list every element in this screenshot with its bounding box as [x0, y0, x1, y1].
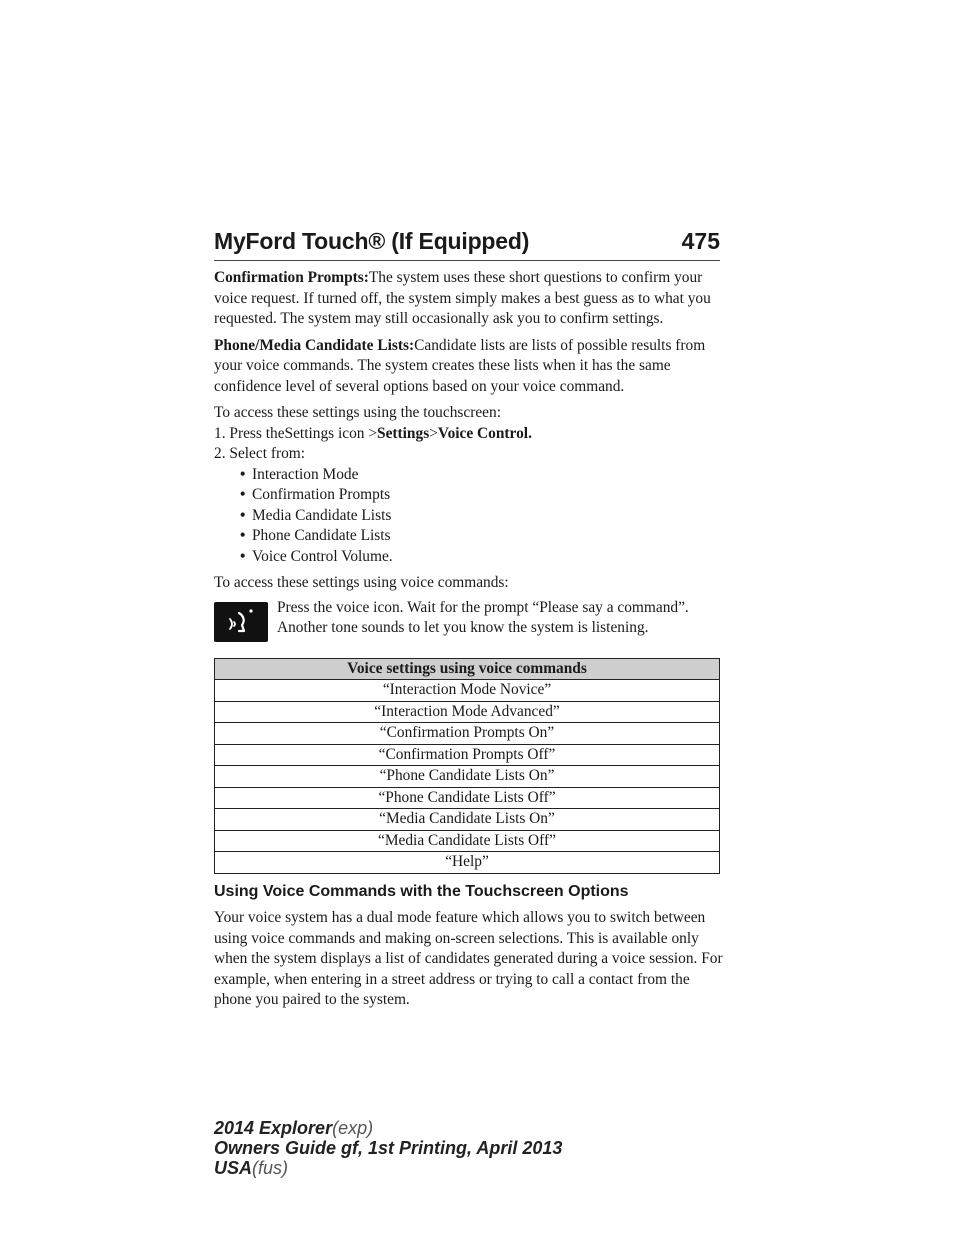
- table-cell: “Phone Candidate Lists Off”: [215, 787, 720, 809]
- list-item: • Media Candidate Lists: [240, 506, 724, 527]
- table-row: [215, 701, 720, 723]
- step-2: 2. Select from:: [214, 445, 306, 462]
- table-cell: “Interaction Mode Advanced”: [215, 701, 720, 723]
- confirmation-prompts-text: The system uses these short questions to confirm your voice request. If turned off, the system simply makes a best guess as to what you requested. The system may still occasionally ask you to confirm settings.: [214, 269, 711, 327]
- candidate-lists-paragraph: [214, 336, 724, 398]
- footer-model: 2014 Explorer: [214, 1118, 333, 1138]
- step-1-settings: Settings: [377, 424, 430, 442]
- page-body: [214, 268, 724, 1017]
- footer-line-3: [214, 1158, 562, 1178]
- table-cell: “Confirmation Prompts Off”: [215, 744, 720, 766]
- table-cell: “Media Candidate Lists On”: [215, 809, 720, 831]
- confirmation-prompts-paragraph: [214, 268, 724, 330]
- step-1-voice-control: Voice Control.: [437, 424, 532, 442]
- table-cell: “Media Candidate Lists Off”: [215, 830, 720, 852]
- voice-commands-table: [214, 658, 720, 874]
- table-row: [215, 809, 720, 831]
- footer-line-1: [214, 1118, 562, 1138]
- footer-market-code: (fus): [252, 1158, 289, 1178]
- page-footer: [214, 1118, 562, 1178]
- confirmation-prompts-label: Confirmation Prompts:: [214, 269, 369, 286]
- page-title: MyFord Touch® (If Equipped): [214, 228, 530, 254]
- table-cell: “Phone Candidate Lists On”: [215, 766, 720, 788]
- page-number: 475: [681, 228, 720, 254]
- voice-intro: To access these settings using voice commands:: [214, 574, 509, 591]
- table-row: [215, 680, 720, 702]
- list-item: • Phone Candidate Lists: [240, 526, 724, 547]
- footer-model-code: (exp): [332, 1118, 374, 1138]
- voice-instruction-text: Press the voice icon. Wait for the prompt “Please say a command”. Another tone sounds to let you know the system is listening.: [277, 598, 689, 636]
- section-heading: Using Voice Commands with the Touchscreen Options: [214, 882, 629, 900]
- list-item: • Interaction Mode: [240, 465, 724, 486]
- options-list: [240, 465, 724, 568]
- table-header-row: [215, 658, 720, 680]
- table-cell: “Help”: [215, 852, 720, 874]
- voice-icon: [214, 602, 268, 642]
- touchscreen-steps: [214, 403, 724, 465]
- section-paragraph: Your voice system has a dual mode feature which allows you to switch between using voice commands and making on-screen selections. This is available only when the system displays a list of candidates generated during a voice session. For example, when entering in a street address or trying to call a contact from the phone you paired to the system.: [214, 909, 723, 1008]
- footer-line-2: Owners Guide gf, 1st Printing, April 2013: [214, 1138, 563, 1158]
- step-1-separator: >: [429, 424, 438, 442]
- table-cell: “Interaction Mode Novice”: [215, 680, 720, 702]
- step-1-prefix: 1. Press theSettings icon >: [214, 424, 378, 442]
- table-row: [215, 744, 720, 766]
- footer-market: USA: [214, 1158, 253, 1178]
- page-header: [214, 228, 720, 261]
- step-1: [214, 424, 724, 445]
- table-row: [215, 766, 720, 788]
- table-row: [215, 830, 720, 852]
- candidate-lists-text: Candidate lists are lists of possible results from your voice commands. The system creates these lists when it has the same confidence level of several options based on your voice command.: [214, 336, 706, 395]
- table-row: [215, 787, 720, 809]
- list-item: • Confirmation Prompts: [240, 485, 724, 506]
- voice-icon-glyph: [225, 607, 257, 637]
- voice-instruction: [214, 600, 724, 652]
- candidate-lists-label: Phone/Media Candidate Lists:: [214, 336, 415, 354]
- table-cell: “Confirmation Prompts On”: [215, 723, 720, 745]
- table-row: [215, 723, 720, 745]
- list-item: • Voice Control Volume.: [240, 547, 724, 568]
- touchscreen-intro: To access these settings using the touchscreen:: [214, 404, 501, 421]
- table-header: Voice settings using voice commands: [215, 658, 720, 680]
- table-row: [215, 852, 720, 874]
